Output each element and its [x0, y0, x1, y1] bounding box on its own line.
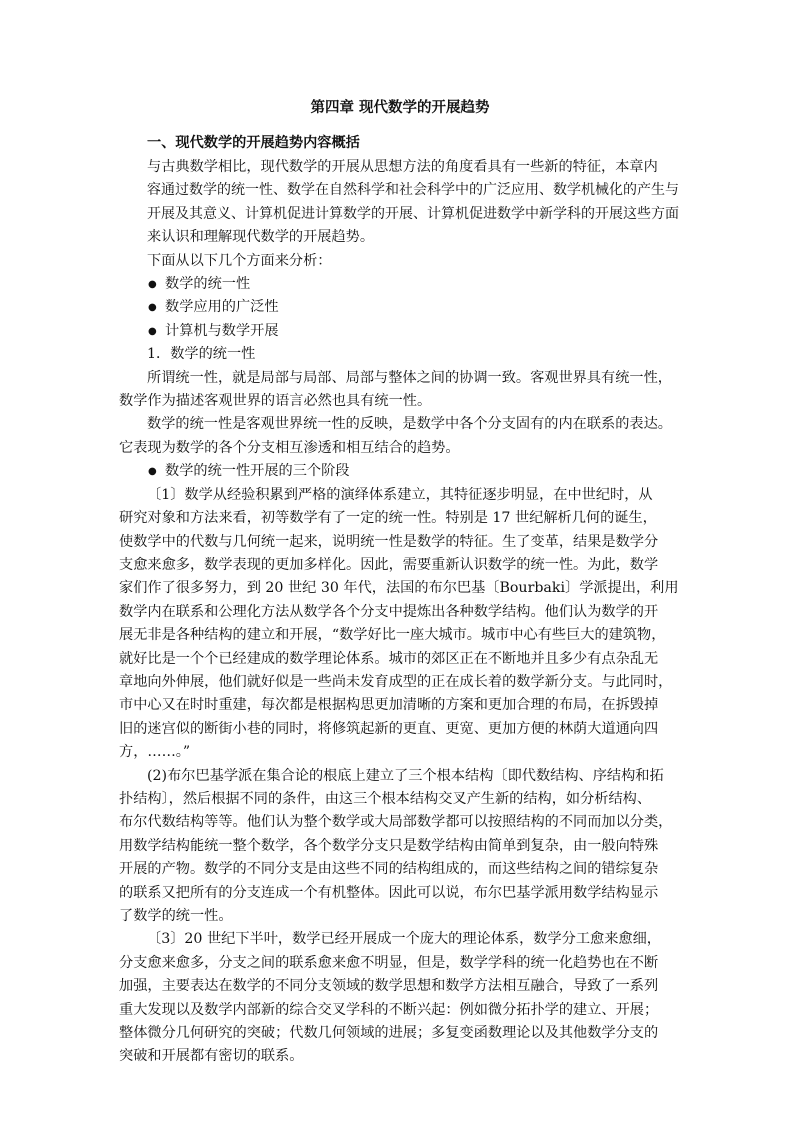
text-line: 用数学结构能统一整个数学，各个数学分支只是数学结构由简单到复杂，由一般向特殊	[119, 837, 659, 854]
bullet-label: 数学应用的广泛性	[165, 299, 279, 316]
section-heading: 一、现代数学的开展趋势内容概括	[147, 135, 360, 151]
chapter-title: 第四章 现代数学的开展趋势	[310, 99, 490, 116]
bullet-item	[119, 460, 681, 483]
bullet-label: 数学的统一性	[165, 276, 251, 293]
text-line: 了数学的统一性。	[119, 908, 233, 924]
text-line: 布尔代数结构等等。他们认为整个数学或大局部数学都可以按照结构的不同而加以分类，	[119, 814, 673, 831]
text-line: (2)布尔巴基学派在集合论的根底上建立了三个根本结构〔即代数结构、序结构和拓	[147, 767, 664, 784]
text-line: 开展的产物。数学的不同分支是由这些不同的结构组成的，而这些结构之间的错综复杂	[119, 861, 659, 878]
bullet-icon: ●	[148, 302, 157, 314]
text-line: 方，……。”	[119, 744, 191, 761]
text-line: 容通过数学的统一性、数学在自然科学和社会科学中的广泛应用、数学机械化的产生与	[147, 182, 679, 199]
document-body	[119, 96, 681, 1069]
text-line: 市中心又在时时重建，每次都是根据构思更加清晰的方案和更加合理的布局，在拆毁掉	[119, 697, 659, 714]
text-line: 数学内在联系和公理化方法从数学各个分支中提炼出各种数学结构。他们认为数学的开	[119, 603, 659, 620]
text-line: 旧的迷宫似的断街小巷的同时，将修筑起新的更直、更宽、更加方便的林荫大道通向四	[119, 720, 659, 737]
bullet-item	[119, 296, 681, 319]
text-line: 数学作为描述客观世界的语言必然也具有统一性。	[119, 393, 432, 410]
text-line: 研究对象和方法来看，初等数学有了一定的统一性。特别是 17 世纪解析几何的诞生，	[119, 510, 657, 527]
stage-3-paragraph	[119, 928, 681, 1068]
text-line: 扑结构〕，然后根据不同的条件，由这三个根本结构交叉产生新的结构，如分析结构、	[119, 790, 652, 807]
text-line: 展无非是各种结构的建立和开展，“数学好比一座大城市。城市中心有些巨大的建筑物，	[119, 627, 666, 644]
text-line: 它表现为数学的各个分支相互渗透和相互结合的趋势。	[119, 439, 460, 456]
bullet-item	[119, 273, 681, 296]
text-line: 〔3〕20 世纪下半叶，数学已经开展成一个庞大的理论体系，数学分工愈来愈细，	[147, 931, 661, 948]
bullet-icon: ●	[148, 466, 157, 478]
bullet-item	[119, 320, 681, 343]
text-line: 开展及其意义、计算机促进计算数学的开展、计算机促进数学中新学科的开展这些方面	[147, 205, 679, 222]
text-line: 与古典数学相比，现代数学的开展从思想方法的角度看具有一些新的特征，本章内	[147, 159, 658, 175]
text-line: 突破和开展都有密切的联系。	[119, 1048, 304, 1065]
bullet-icon: ●	[148, 325, 157, 337]
reflection-paragraph	[119, 413, 681, 460]
lead-in-paragraph: 下面从以下几个方面来分析：	[147, 252, 332, 269]
sub-heading: 1．数学的统一性	[147, 346, 256, 363]
bullet-icon: ●	[148, 279, 157, 291]
text-line: 整体微分几何研究的突破；代数几何领域的进展；多复变函数理论以及其他数学分支的	[119, 1025, 659, 1042]
text-line: 加强，主要表达在数学的不同分支领域的数学思想和数学方法相互融合，导致了一系列	[119, 978, 659, 995]
intro-paragraph	[119, 156, 681, 250]
text-line: 使数学中的代数与几何统一起来，说明统一性是数学的特征。生了变革，结果是数学分	[119, 533, 659, 550]
text-line: 就好比是一个个已经建成的数学理论体系。城市的郊区正在不断地并且多少有点杂乱无	[119, 650, 659, 667]
text-line: 所谓统一性，就是局部与局部、局部与整体之间的协调一致。客观世界具有统一性，	[147, 369, 672, 386]
text-line: 的联系又把所有的分支连成一个有机整体。因此可以说，布尔巴基学派用数学结构显示	[119, 884, 659, 901]
text-line: 章地向外伸展，他们就好似是一些尚未发育成型的正在成长着的数学新分支。与此同时，	[119, 673, 673, 690]
text-line: 来认识和理解现代数学的开展趋势。	[147, 229, 375, 246]
stage-2-paragraph	[119, 765, 681, 929]
text-line: 支愈来愈多，数学表现的更加多样化。因此，需要重新认识数学的统一性。为此，数学	[119, 556, 659, 573]
text-line: 分支愈来愈多，分支之间的联系愈来愈不明显，但是，数学学科的统一化趋势也在不断	[119, 954, 659, 971]
unity-paragraph	[119, 367, 681, 414]
bullet-label: 计算机与数学开展	[165, 322, 279, 339]
text-line: 家们作了很多努力，到 20 世纪 30 年代，法国的布尔巴基〔Bourbaki〕学派提出，利用	[119, 580, 679, 597]
bullet-label: 数学的统一性开展的三个阶段	[165, 463, 350, 480]
text-line: 重大发现以及数学内部新的综合交叉学科的不断兴起：例如微分拓扑学的建立、开展；	[119, 1001, 659, 1018]
text-line: 〔1〕数学从经验积累到严格的演绎体系建立，其特征逐步明显，在中世纪时，从	[147, 486, 653, 503]
text-line: 数学的统一性是客观世界统一性的反映，是数学中各个分支固有的内在联系的表达。	[147, 416, 672, 433]
stage-1-paragraph	[119, 484, 681, 765]
